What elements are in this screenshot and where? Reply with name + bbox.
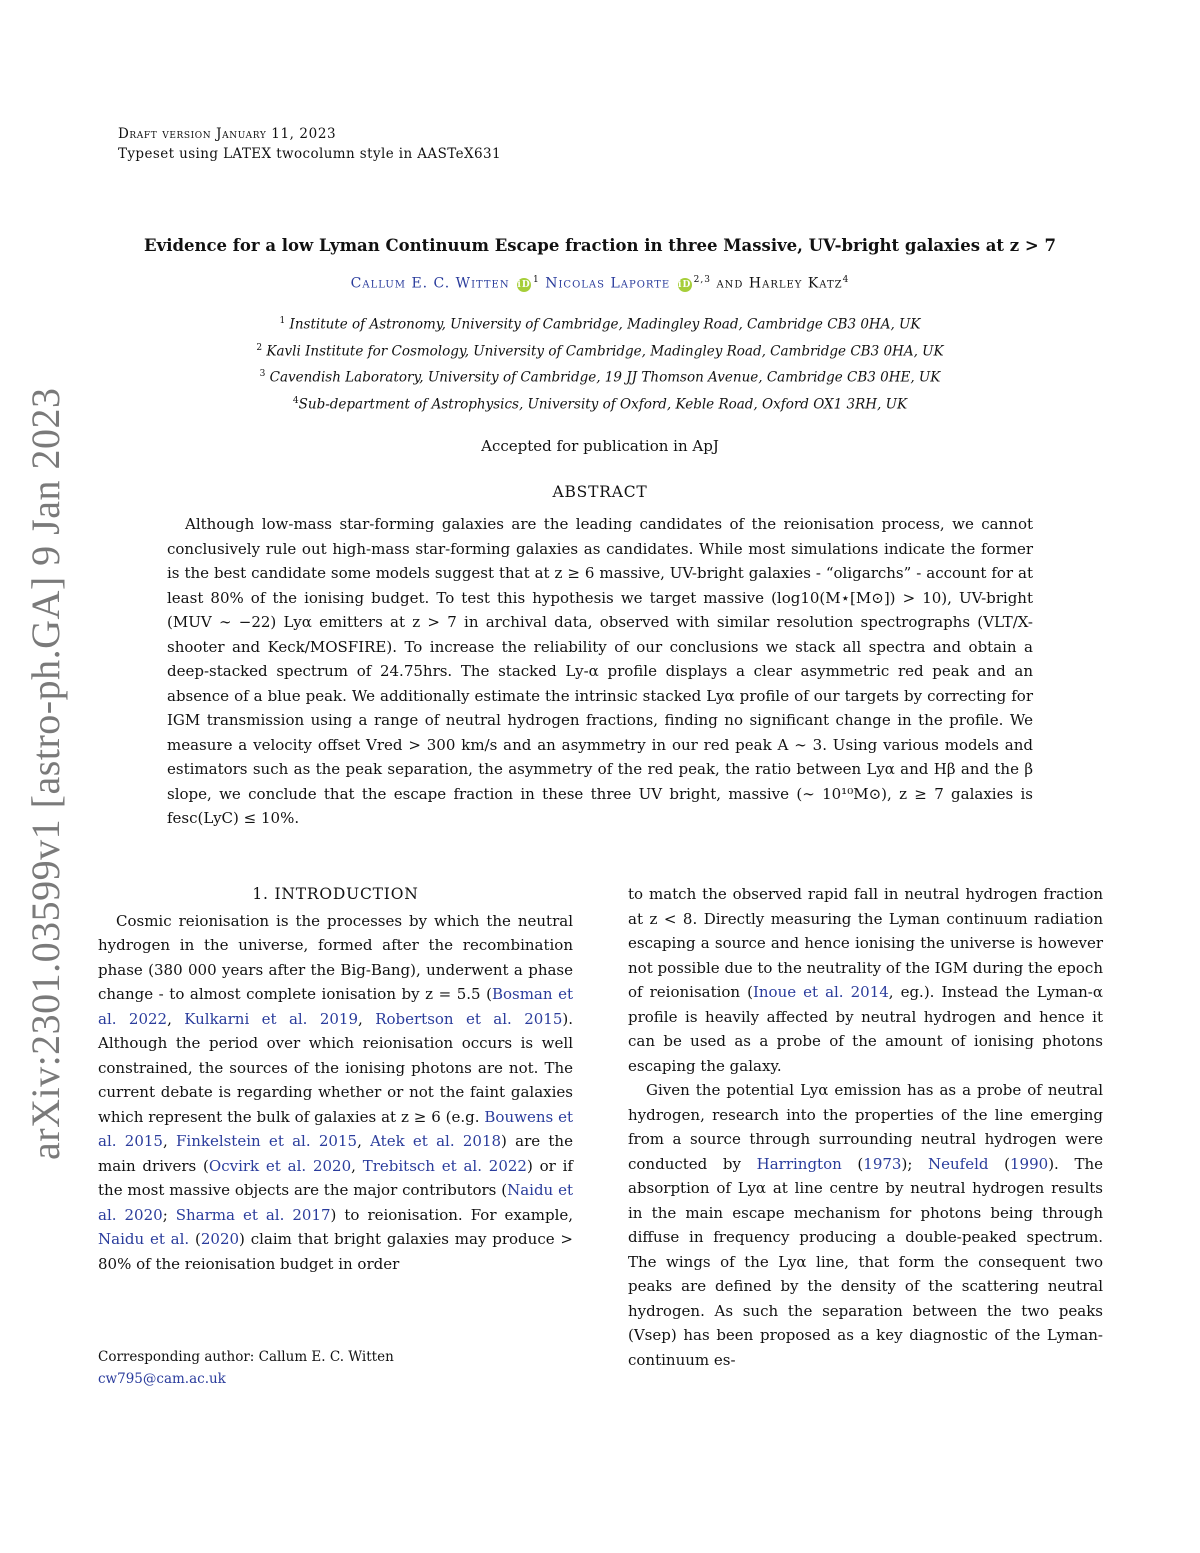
author-link-laporte[interactable]: Nicolas Laporte xyxy=(545,275,671,292)
abstract-body xyxy=(167,512,1033,831)
orcid-icon[interactable]: iD xyxy=(678,279,692,290)
citation-link[interactable]: Atek et al. 2018 xyxy=(370,1132,502,1150)
citation-link[interactable]: Bosman et al. 2022 xyxy=(98,985,573,1028)
citation-link[interactable]: Ocvirk et al. 2020 xyxy=(208,1156,352,1175)
author-link-witten[interactable]: Callum E. C. Witten xyxy=(350,275,510,292)
paper-title: Evidence for a low Lyman Continuum Escape fraction in three Massive, UV-bright galaxies at z > 7 xyxy=(144,236,1056,255)
author-affil-sup: 4 xyxy=(842,275,850,285)
citation-link[interactable]: Harrington xyxy=(756,1154,842,1173)
citation-link[interactable]: Neufeld xyxy=(928,1154,989,1173)
abstract-heading: ABSTRACT xyxy=(552,483,648,501)
citation-link[interactable]: 1990 xyxy=(1010,1154,1049,1173)
citation-link[interactable]: Kulkarni et al. 2019 xyxy=(184,1009,359,1028)
acceptance-note: Accepted for publication in ApJ xyxy=(481,437,719,455)
citation-link[interactable]: Inoue et al. 2014 xyxy=(752,983,889,1001)
draft-version-line: Draft version January 11, 2023 xyxy=(118,126,337,142)
left-column xyxy=(98,882,573,1276)
typeset-line: Typeset using LATEX twocolumn style in AASTeX631 xyxy=(118,146,501,162)
citation-link[interactable]: Robertson et al. 2015 xyxy=(375,1009,563,1028)
citation-link[interactable]: Naidu et al. 2020 xyxy=(98,1181,573,1224)
corresponding-author: Corresponding author: Callum E. C. Witten xyxy=(98,1349,394,1365)
citation-link[interactable]: Bouwens et al. 2015 xyxy=(98,1107,573,1150)
affiliation-line: $^4$Sub-department of Astrophysics, University of Oxford, Keble Road, Oxford OX1 3RH, UK xyxy=(292,395,908,412)
affiliation-line: $^1$ Institute of Astronomy, University of Cambridge, Madingley Road, Cambridge CB3 0HA, UK xyxy=(279,316,921,333)
author-katz: and Harley Katz xyxy=(716,275,843,292)
section-heading-introduction: 1. INTRODUCTION xyxy=(252,885,419,903)
intro-paragraph-1: Cosmic reionisation is the processes by which the neutral hydrogen in the universe, formed after the recombination phase (380 000 years after the Big-Bang), underwent a phase change - to almost complete ionisation by z = 5.5 (Bosman et al. 2022, Kulkarni et al. 2019, Robertson et al. 2015). Although the period over which reionisation occurs is well constrained, the sources of the ionising photons are not. The current debate is regarding whether or not the faint galaxies which represent the bulk of galaxies at z ≥ 6 (e.g. Bouwens et al. 2015, Finkelstein et al. 2015, Atek et al. 2018) are the main drivers (Ocvirk et al. 2020, Trebitsch et al. 2022) or if the most massive objects are the major contributors (Naidu et al. 2020; Sharma et al. 2017) to reionisation. For example, Naidu et al. (2020) claim that bright galaxies may produce > 80% of the reionisation budget in order xyxy=(98,911,574,1273)
affiliation-line: $^3$ Cavendish Laboratory, University of Cambridge, 19 JJ Thomson Avenue, Cambridge CB3 0HE, UK xyxy=(259,369,941,386)
author-affil-sup: 1 xyxy=(533,275,540,285)
page-header xyxy=(118,124,501,164)
citation-link[interactable]: 2020 xyxy=(200,1230,240,1248)
citation-link[interactable]: Naidu et al. xyxy=(98,1230,190,1248)
corresponding-author-footnote xyxy=(98,1346,573,1390)
affiliation-line: $^2$ Kavli Institute for Cosmology, University of Cambridge, Madingley Road, Cambridge CB3 0HA, UK xyxy=(256,342,944,359)
citation-link[interactable]: Trebitsch et al. 2022 xyxy=(362,1156,527,1175)
citation-link[interactable]: Finkelstein et al. 2015 xyxy=(175,1132,358,1150)
arxiv-identifier-stamp: arXiv:2301.03599v1 [astro-ph.GA] 9 Jan 2023 xyxy=(23,387,68,1160)
right-column xyxy=(628,882,1103,1372)
citation-link[interactable]: 1973 xyxy=(863,1154,902,1173)
author-affil-sup: 2,3 xyxy=(693,275,711,285)
orcid-icon[interactable]: iD xyxy=(517,279,531,290)
intro-paragraph-2: Given the potential Lyα emission has as a probe of neutral hydrogen, research into the properties of the line emerging from a source through surrounding neutral hydrogen were conducted by Harrington (1973); Neufeld (1990). The absorption of Lyα at line centre by neutral hydrogen results in the main escape mechanism for photons being through diffuse in frequency producing a double-peaked spectrum. The wings of the Lyα line, that form the consequent two peaks are defined by the density of the scattering neutral hydrogen. As such the separation between the two peaks (Vsep) has been proposed as a key diagnostic of the Lyman-continuum es- xyxy=(628,1081,1104,1369)
abstract-text: Although low-mass star-forming galaxies are the leading candidates of the reionisation process, we cannot conclusively rule out high-mass star-forming galaxies as candidates. While most simulations indicate the former is the best candidate some models suggest that at z ≥ 6 massive, UV-bright galaxies - “oligarchs” - account for at least 80% of the ionising budget. To test this hypothesis we target massive (log10(M⋆[M⊙]) > 10), UV-bright (MUV ∼ −22) Lyα emitters at z > 7 in archival data, observed with similar resolution spectrographs (VLT/X-shooter and Keck/MOSFIRE). To increase the reliability of our conclusions we stack all spectra and obtain a deep-stacked spectrum of 24.75hrs. The stacked Ly-α profile displays a clear asymmetric red peak and an absence of a blue peak. We additionally estimate the intrinsic stacked Lyα profile of our targets by correcting for IGM transmission using a range of neutral hydrogen fractions, finding no significant change in the profile. We measure a velocity offset Vred > 300 km/s and an asymmetry in our red peak A ∼ 3. Using various models and estimators such as the peak separation, the asymmetry of the red peak, the ratio between Lyα and Hβ and the β slope, we conclude that the escape fraction in these three UV bright, massive (∼ 10¹⁰M⊙), z ≥ 7 galaxies is fesc(LyC) ≤ 10%. xyxy=(167,515,1033,827)
affiliation-list xyxy=(60,310,1140,416)
author-list xyxy=(60,275,1140,292)
intro-paragraph-1-continued: to match the observed rapid fall in neutral hydrogen fraction at z < 8. Directly measuring the Lyman continuum radiation escaping a source and hence ionising the universe is however not possible due to the neutrality of the IGM during the epoch of reionisation (Inoue et al. 2014, eg.). Instead the Lyman-α profile is heavily affected by neutral hydrogen and hence it can be used as a probe of the amount of ionising photons escaping the galaxy. xyxy=(628,885,1103,1075)
citation-link[interactable]: Sharma et al. 2017 xyxy=(175,1205,331,1224)
email-link[interactable]: cw795@cam.ac.uk xyxy=(98,1371,226,1387)
